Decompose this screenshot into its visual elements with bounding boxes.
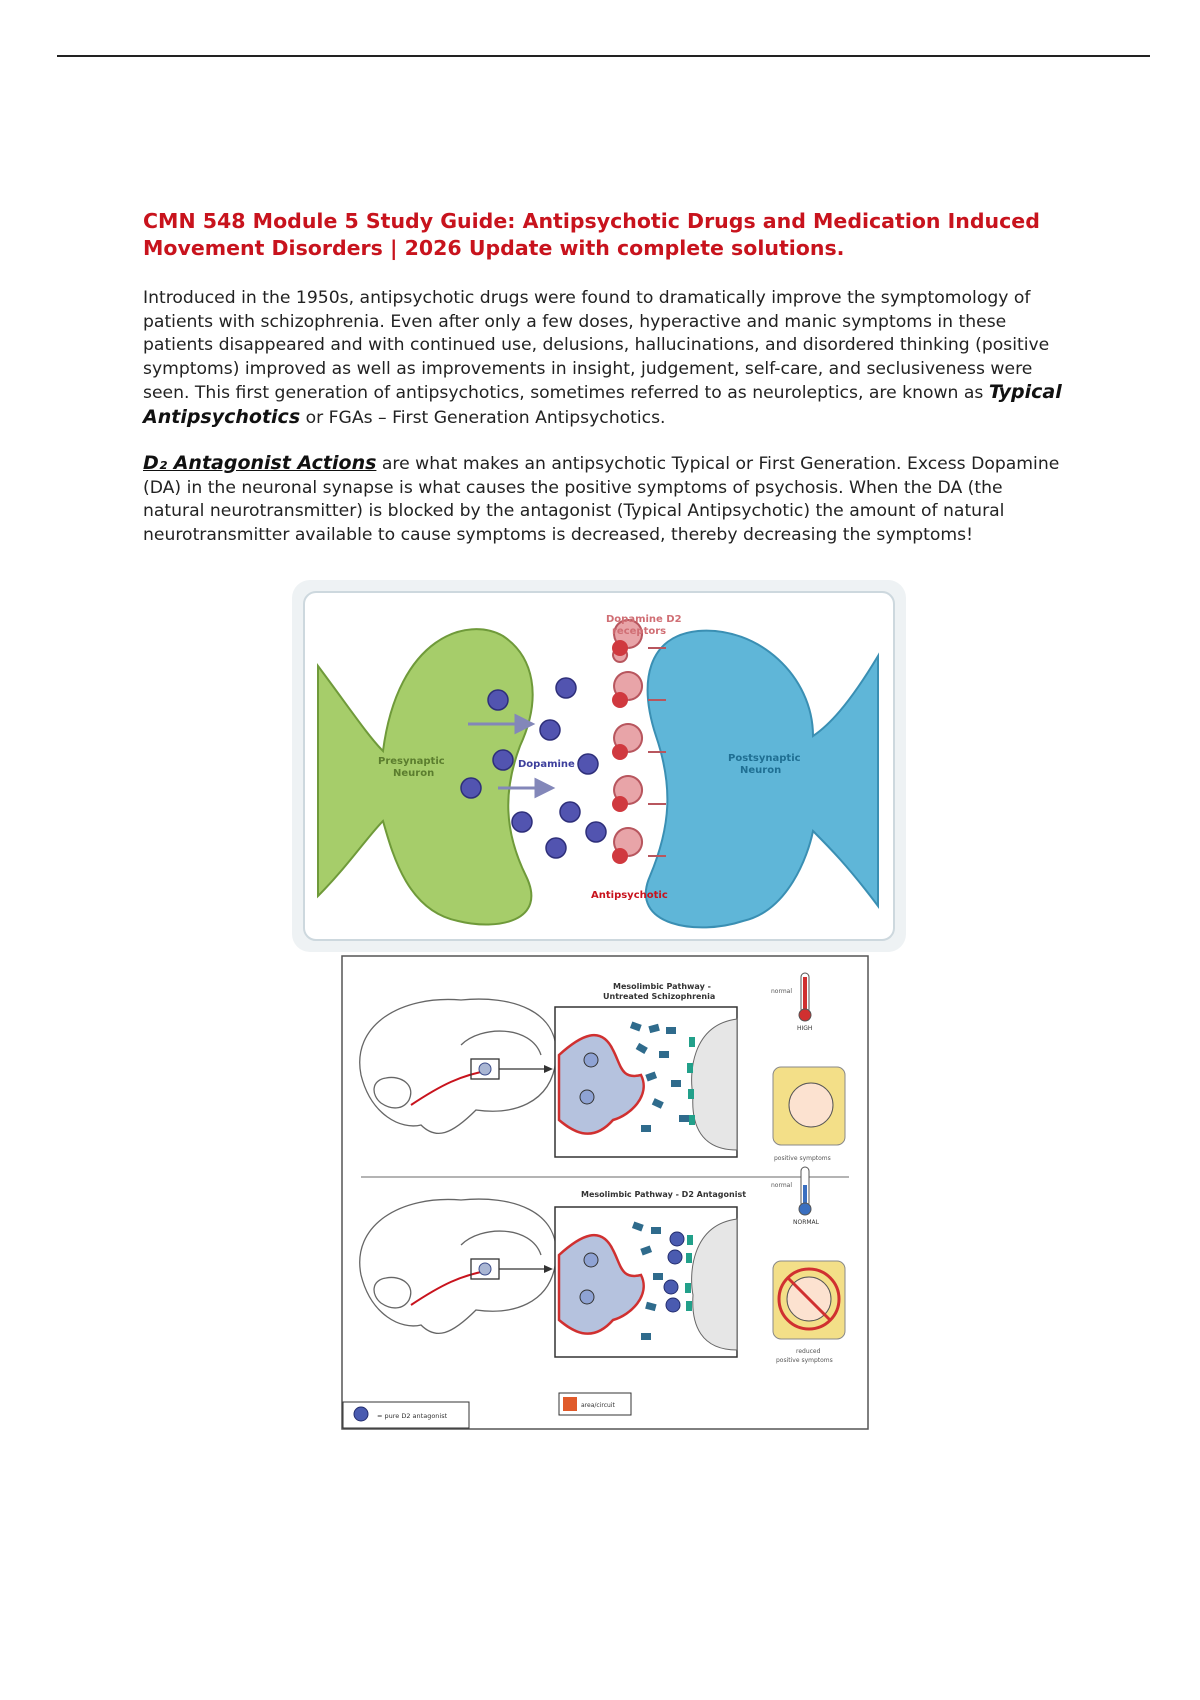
receptor xyxy=(689,1115,695,1125)
dopamine-molecule xyxy=(546,838,566,858)
dopamine-molecule xyxy=(461,778,481,798)
receptor xyxy=(687,1235,693,1245)
receptors-label-1: Dopamine D2 xyxy=(606,614,682,625)
receptor xyxy=(688,1089,694,1099)
synapse-figure xyxy=(288,576,910,956)
face-icon xyxy=(789,1083,833,1127)
antipsychotic-molecule xyxy=(612,796,628,812)
dopamine-molecule xyxy=(556,678,576,698)
intro-tail: or FGAs – First Generation Antipsychotics. xyxy=(305,407,666,428)
dopamine-molecule xyxy=(659,1051,669,1058)
receptors-label-2: receptors xyxy=(612,626,667,637)
bottom-normal-label: normal xyxy=(771,1182,793,1189)
dopamine-molecule xyxy=(641,1125,651,1132)
intro-paragraph xyxy=(143,287,1063,431)
receptor xyxy=(686,1253,692,1263)
receptor xyxy=(685,1283,691,1293)
dopamine-molecule xyxy=(679,1115,689,1122)
mesolimbic-figure xyxy=(341,955,869,1430)
top-normal-label: normal xyxy=(771,988,793,995)
dopamine-molecule xyxy=(653,1273,663,1280)
d2-site-top xyxy=(584,1053,598,1067)
thermometer-level-top xyxy=(803,977,807,1011)
d2-antagonist-term: D₂ Antagonist Actions xyxy=(143,452,377,474)
antagonist-legend-icon xyxy=(354,1407,368,1421)
bottom-symptoms-label-1: reduced xyxy=(796,1348,821,1355)
top-title-2: Untreated Schizophrenia xyxy=(603,992,716,1001)
antipsychotic-molecule xyxy=(612,692,628,708)
d2-text: are what makes an antipsychotic Typical or First Generation. Excess Dopamine (DA) in the neuronal synapse is what causes the positive symptoms of psychosis. When the DA (the natural neurotransmitter) is blocked by the antagonist (Typical Antipsychotic) the amount of natural neurotransmitter available to cause symptoms is decreased, thereby decreasing the symptoms! xyxy=(143,454,1060,545)
page-title: CMN 548 Module 5 Study Guide: Antipsychotic Drugs and Medication Induced Movement Disorders | 2026 Update with complete solutions. xyxy=(143,209,1040,260)
dopamine-molecule xyxy=(512,812,532,832)
dopamine-molecule xyxy=(488,690,508,710)
top-level-label: HIGH xyxy=(797,1025,813,1032)
dopamine-molecule xyxy=(651,1227,661,1234)
postsynaptic-label-2: Neuron xyxy=(740,765,782,776)
dopamine-molecule xyxy=(560,802,580,822)
receptor xyxy=(687,1063,693,1073)
dopamine-molecule xyxy=(671,1080,681,1087)
antagonist-molecule xyxy=(664,1280,678,1294)
top-symptoms-label: positive symptoms xyxy=(774,1155,831,1162)
d2-site-bottom xyxy=(580,1290,594,1304)
dopamine-molecule xyxy=(586,822,606,842)
antagonist-molecule xyxy=(670,1232,684,1246)
legend-antagonist-label: = pure D2 antagonist xyxy=(377,1412,448,1420)
d2-paragraph xyxy=(143,452,1063,547)
dopamine-molecule xyxy=(666,1027,676,1034)
receptor xyxy=(686,1301,692,1311)
presynaptic-label-2: Neuron xyxy=(393,768,435,779)
intro-text: Introduced in the 1950s, antipsychotic drugs were found to dramatically improve the symptomology of patients with schizophrenia. Even after only a few doses, hyperactive and manic symptoms in these patients disappeared and with continued use, delusions, hallucinations, and disordered thinking (positive symptoms) improved as well as improvements in insight, judgement, self-care, and seclusiveness were seen. This first generation of antipsychotics, sometimes referred to as neuroleptics, are known as xyxy=(143,288,1050,404)
receptor xyxy=(689,1037,695,1047)
header-rule xyxy=(57,55,1150,57)
d2-site-top xyxy=(580,1090,594,1104)
d2-site-bottom xyxy=(584,1253,598,1267)
top-title-1: Mesolimbic Pathway - xyxy=(613,982,711,991)
bottom-symptoms-label-2: positive symptoms xyxy=(776,1357,833,1364)
antipsychotic-label: Antipsychotic xyxy=(591,890,668,901)
thermometer-bulb-top xyxy=(799,1009,811,1021)
postsynaptic-label-1: Postsynaptic xyxy=(728,753,801,764)
dopamine-molecule xyxy=(540,720,560,740)
area-marker-top xyxy=(479,1063,491,1075)
typical-antipsychotics-term: Typical Antipsychotics xyxy=(143,381,1062,428)
presynaptic-label-1: Presynaptic xyxy=(378,756,445,767)
antagonist-molecule xyxy=(668,1250,682,1264)
antipsychotic-molecule xyxy=(612,640,628,656)
bottom-level-label: NORMAL xyxy=(793,1219,820,1226)
dopamine-molecule xyxy=(578,754,598,774)
thermometer-bulb-bottom xyxy=(799,1203,811,1215)
area-marker-bottom xyxy=(479,1263,491,1275)
legend-area-label: area/circuit xyxy=(581,1402,615,1409)
dopamine-molecule xyxy=(493,750,513,770)
dopamine-label: Dopamine xyxy=(518,759,575,770)
antipsychotic-molecule xyxy=(612,848,628,864)
bottom-title: Mesolimbic Pathway - D2 Antagonist xyxy=(581,1190,747,1199)
dopamine-molecule xyxy=(641,1333,651,1340)
area-legend-icon xyxy=(563,1397,577,1411)
antagonist-molecule xyxy=(666,1298,680,1312)
antipsychotic-molecule xyxy=(612,744,628,760)
